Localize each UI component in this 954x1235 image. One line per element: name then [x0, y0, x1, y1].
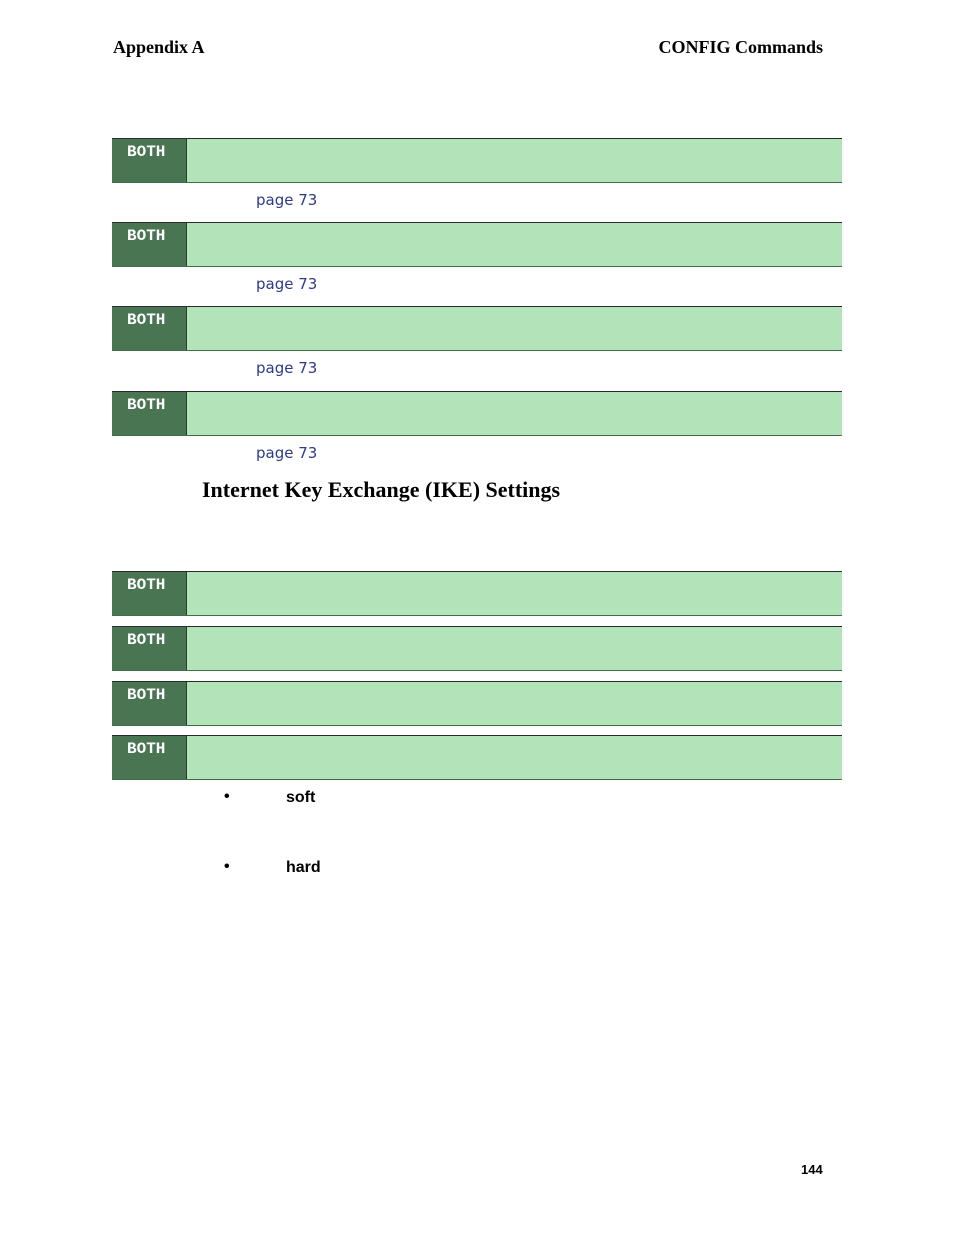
page-reference-link[interactable]: page 73 — [256, 275, 318, 293]
command-mode-tag: BOTH — [112, 572, 187, 615]
bullet-item-soft: soft — [286, 789, 316, 806]
command-row — [112, 391, 842, 436]
command-syntax-cell — [187, 139, 842, 182]
command-row — [112, 626, 842, 671]
page-number: 144 — [801, 1162, 823, 1177]
page-reference-link[interactable]: page 73 — [256, 359, 318, 377]
command-mode-tag: BOTH — [112, 736, 187, 779]
command-syntax-cell — [187, 392, 842, 435]
command-row — [112, 138, 842, 183]
command-row — [112, 571, 842, 616]
bullet-marker: • — [224, 788, 230, 805]
command-syntax-cell — [187, 223, 842, 266]
command-syntax-cell — [187, 307, 842, 350]
section-heading: Internet Key Exchange (IKE) Settings — [202, 477, 561, 502]
command-syntax-cell — [187, 682, 842, 725]
command-mode-tag: BOTH — [112, 392, 187, 435]
command-mode-tag: BOTH — [112, 682, 187, 725]
command-row — [112, 735, 842, 780]
command-mode-tag: BOTH — [112, 627, 187, 670]
command-syntax-cell — [187, 736, 842, 779]
header-appendix: Appendix A — [113, 37, 205, 57]
command-row — [112, 681, 842, 726]
header-chapter-title: CONFIG Commands — [658, 37, 823, 57]
bullet-item-hard: hard — [286, 859, 321, 876]
page-reference-link[interactable]: page 73 — [256, 444, 318, 462]
command-syntax-cell — [187, 627, 842, 670]
command-mode-tag: BOTH — [112, 139, 187, 182]
command-row — [112, 222, 842, 267]
page-reference-link[interactable]: page 73 — [256, 191, 318, 209]
command-row — [112, 306, 842, 351]
command-syntax-cell — [187, 572, 842, 615]
command-mode-tag: BOTH — [112, 223, 187, 266]
command-mode-tag: BOTH — [112, 307, 187, 350]
bullet-marker: • — [224, 858, 230, 875]
